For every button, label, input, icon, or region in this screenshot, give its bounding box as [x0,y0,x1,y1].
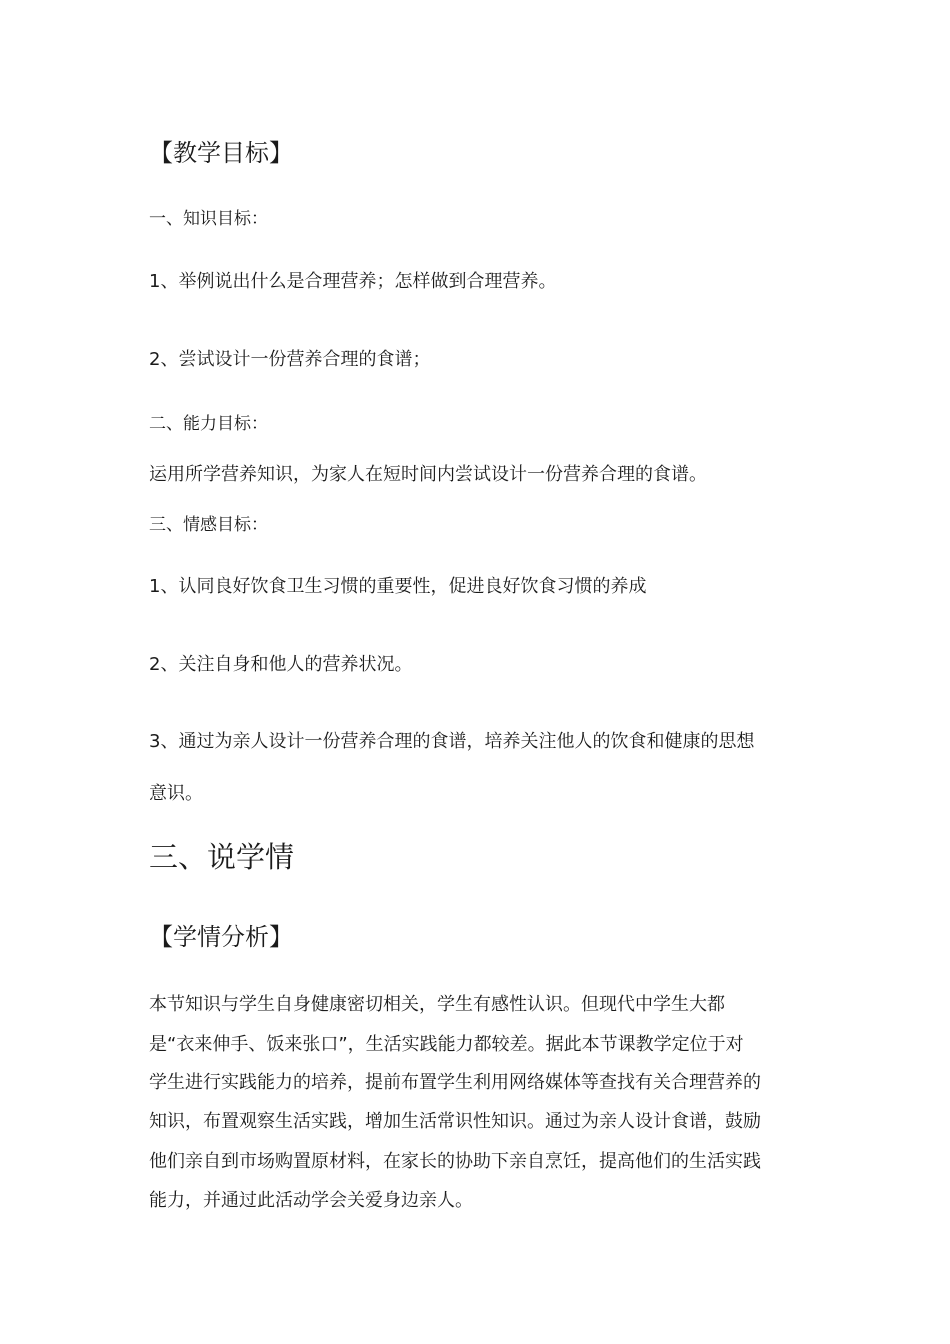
paragraph-line: 能力，并通过此活动学会关爱身边亲人。 [149,1190,473,1211]
paragraph-line: 本节知识与学生自身健康密切相关，学生有感性认识。但现代中学生大都 [149,994,725,1015]
emotion-item-2: 2、关注自身和他人的营养状况。 [149,654,413,675]
emotion-item-1: 1、认同良好饮食卫生习惯的重要性，促进良好饮食习惯的养成 [149,576,647,597]
paragraph-line: 知识，布置观察生活实践，增加生活常识性知识。通过为亲人设计食谱，鼓励 [149,1111,761,1132]
teaching-goals-heading: 【教学目标】 [149,139,293,167]
knowledge-item-1: 1、举例说出什么是合理营养；怎样做到合理营养。 [149,271,557,292]
section-title: 三、说学情 [149,840,295,874]
analysis-heading: 【学情分析】 [149,923,293,951]
knowledge-goals-label: 一、知识目标： [149,209,268,229]
paragraph-line: 是“衣来伸手、饭来张口”，生活实践能力都较差。据此本节课教学定位于对 [149,1034,744,1055]
paragraph-line: 学生进行实践能力的培养，提前布置学生利用网络媒体等查找有关合理营养的 [149,1072,761,1093]
emotion-goals-label: 三、情感目标： [149,515,268,535]
paragraph-line: 他们亲自到市场购置原材料，在家长的协助下亲自烹饪，提高他们的生活实践 [149,1151,761,1172]
ability-goals-label: 二、能力目标： [149,414,268,434]
emotion-item-3-continued: 意识。 [149,783,203,804]
ability-goals-text: 运用所学营养知识，为家人在短时间内尝试设计一份营养合理的食谱。 [149,464,707,485]
emotion-item-3: 3、通过为亲人设计一份营养合理的食谱，培养关注他人的饮食和健康的思想 [149,731,755,752]
knowledge-item-2: 2、尝试设计一份营养合理的食谱； [149,349,431,370]
